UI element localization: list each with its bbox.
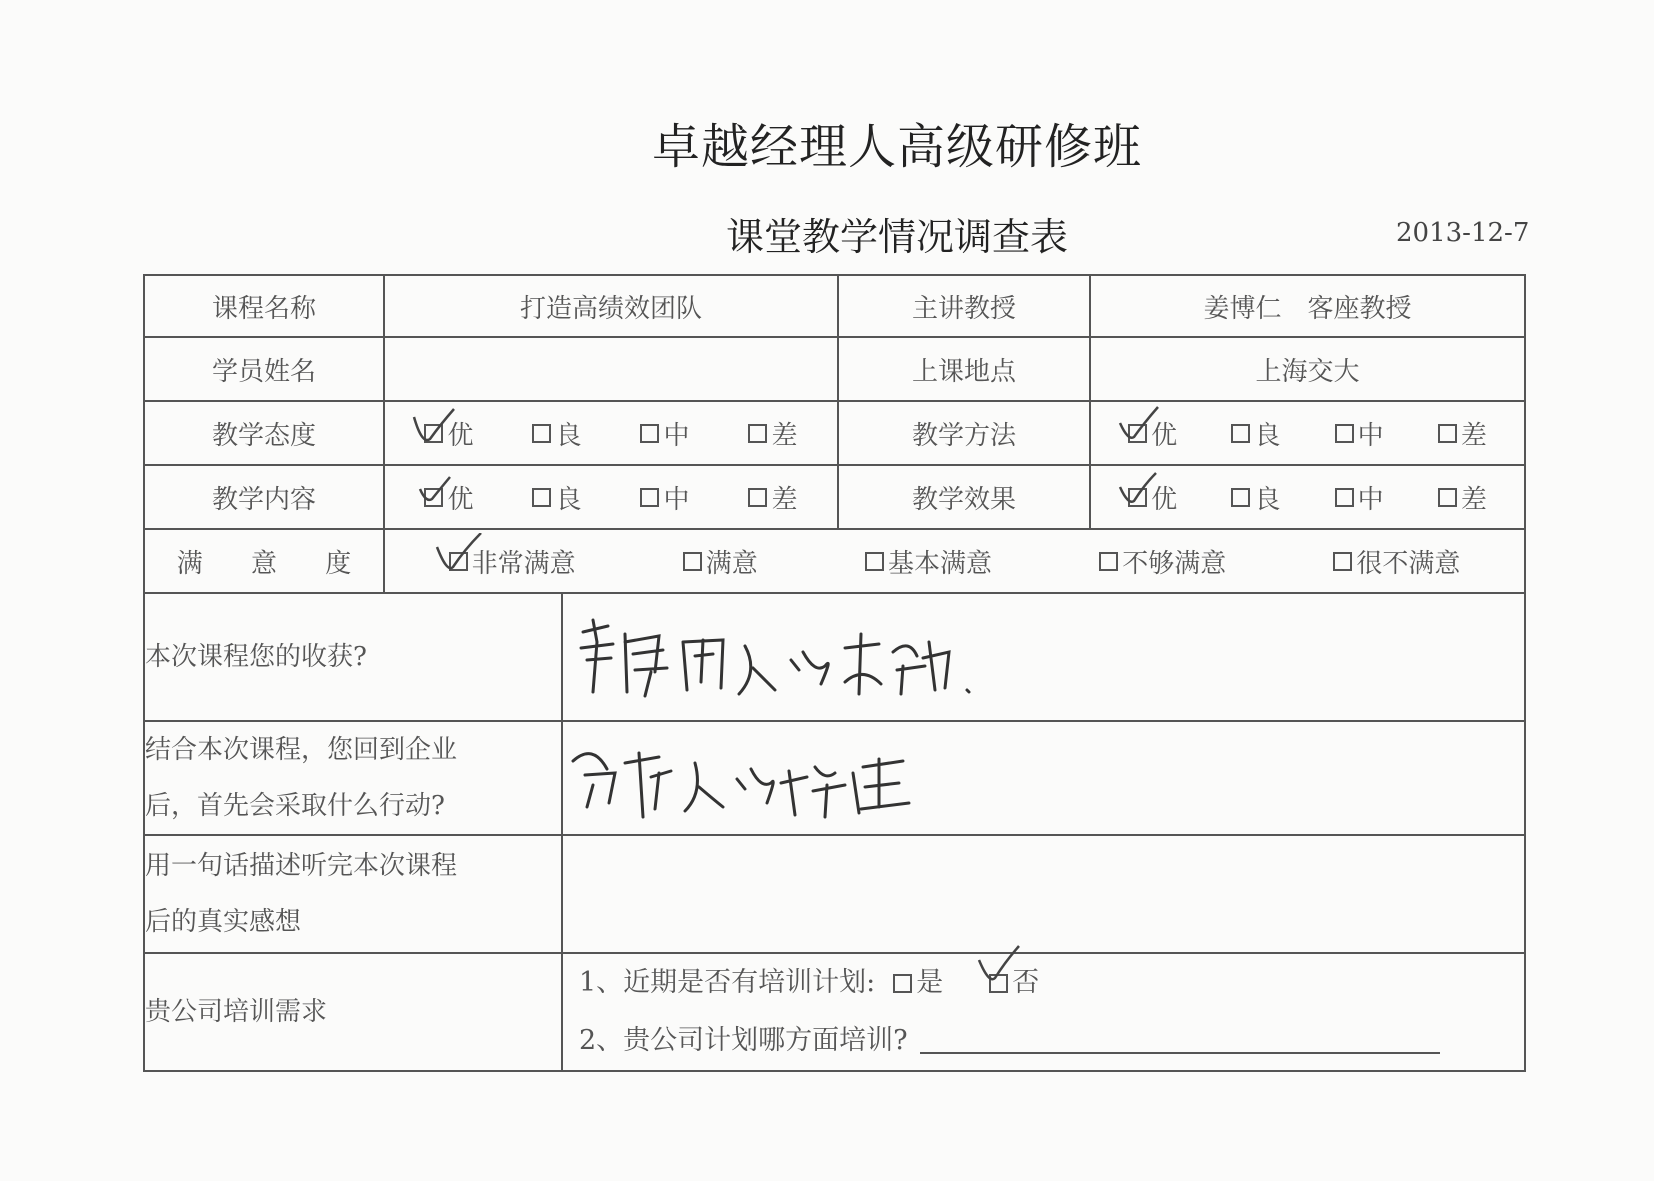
checkbox-icon: [1438, 424, 1457, 443]
training-label: 贵公司培训需求: [144, 953, 562, 1071]
row-student: [144, 337, 1525, 401]
attitude-options: [384, 401, 838, 465]
row-training: [144, 953, 1525, 1071]
training-area-question: 2、贵公司计划哪方面培训?: [563, 1012, 1524, 1070]
gain-handwriting: [563, 612, 983, 702]
checkbox-icon: [640, 488, 659, 507]
form-subtitle: 课堂教学情况调查表: [725, 215, 1068, 259]
content-option-excellent[interactable]: 优: [424, 479, 473, 516]
feeling-answer[interactable]: [562, 835, 1525, 953]
row-course: [144, 275, 1525, 337]
location-value[interactable]: 上海交大: [1090, 337, 1525, 401]
effect-option-medium[interactable]: 中: [1335, 479, 1384, 516]
method-option-medium[interactable]: 中: [1335, 415, 1384, 452]
content-option-poor[interactable]: 差: [748, 479, 797, 516]
attitude-option-good[interactable]: 良: [532, 415, 581, 452]
satisfaction-option-not-satisfied[interactable]: 不够满意: [1099, 543, 1226, 580]
course-value[interactable]: 打造高绩效团队: [384, 275, 838, 337]
attitude-option-medium[interactable]: 中: [640, 415, 689, 452]
training-plan-option-yes[interactable]: 是: [893, 954, 943, 1012]
professor-value[interactable]: 姜博仁 客座教授: [1090, 275, 1525, 337]
effect-option-poor[interactable]: 差: [1438, 479, 1487, 516]
content-label: 教学内容: [144, 465, 384, 529]
checkbox-icon: [532, 424, 551, 443]
effect-options: [1090, 465, 1525, 529]
location-label: 上课地点: [838, 337, 1090, 401]
professor-label: 主讲教授: [838, 275, 1090, 337]
row-feeling: [144, 835, 1525, 953]
training-area-input[interactable]: [920, 1028, 1440, 1054]
content-option-good[interactable]: 良: [532, 479, 581, 516]
survey-table: [143, 274, 1526, 1072]
effect-label: 教学效果: [838, 465, 1090, 529]
checkbox-icon: [865, 552, 884, 571]
checkmark-icon: [975, 944, 1023, 988]
student-label: 学员姓名: [144, 337, 384, 401]
row-attitude: [144, 401, 1525, 465]
checkbox-icon: [532, 488, 551, 507]
checkbox-icon: [893, 974, 912, 993]
gain-answer[interactable]: [562, 593, 1525, 721]
action-handwriting: [563, 733, 923, 823]
checkbox-icon: [748, 488, 767, 507]
checkbox-icon: [683, 552, 702, 571]
action-question: 结合本次课程，您回到企业 后，首先会采取什么行动?: [144, 721, 562, 835]
satisfaction-options: [384, 529, 1525, 593]
action-answer[interactable]: [562, 721, 1525, 835]
satisfaction-option-basically-satisfied[interactable]: 基本满意: [865, 543, 992, 580]
row-gain: [144, 593, 1525, 721]
content-option-medium[interactable]: 中: [640, 479, 689, 516]
gain-question: 本次课程您的收获?: [144, 593, 562, 721]
effect-option-good[interactable]: 良: [1231, 479, 1280, 516]
satisfaction-option-very-satisfied[interactable]: 非常满意: [449, 543, 576, 580]
row-content: [144, 465, 1525, 529]
checkbox-icon: [1099, 552, 1118, 571]
checkbox-icon: [1438, 488, 1457, 507]
method-option-excellent[interactable]: 优: [1128, 415, 1177, 452]
checkbox-icon: [748, 424, 767, 443]
checkmark-icon: [1114, 405, 1162, 449]
attitude-label: 教学态度: [144, 401, 384, 465]
row-action: [144, 721, 1525, 835]
checkbox-icon: [640, 424, 659, 443]
checkbox-icon: [1231, 488, 1250, 507]
checkmark-icon: [435, 533, 483, 577]
method-option-good[interactable]: 良: [1231, 415, 1280, 452]
form-date: 2013-12-7: [1396, 218, 1530, 248]
checkmark-icon: [410, 405, 458, 449]
satisfaction-label: 满 意 度: [144, 529, 384, 593]
checkbox-icon: [1333, 552, 1352, 571]
row-satisfaction: [144, 529, 1525, 593]
satisfaction-option-very-dissatisfied[interactable]: 很不满意: [1333, 543, 1460, 580]
training-plan-question: 1、近期是否有培训计划: 是 否: [563, 954, 1524, 1012]
attitude-option-excellent[interactable]: 优: [424, 415, 473, 452]
course-label: 课程名称: [144, 275, 384, 337]
attitude-option-poor[interactable]: 差: [748, 415, 797, 452]
checkmark-icon: [1114, 469, 1162, 513]
feeling-question: 用一句话描述听完本次课程 后的真实感想: [144, 835, 562, 953]
form-title: 卓越经理人高级研修班: [651, 119, 1142, 175]
method-label: 教学方法: [838, 401, 1090, 465]
training-answers: [562, 953, 1525, 1071]
checkbox-icon: [1335, 488, 1354, 507]
effect-option-excellent[interactable]: 优: [1128, 479, 1177, 516]
training-plan-option-no[interactable]: 否: [989, 954, 1039, 1012]
checkmark-icon: [410, 469, 458, 513]
method-options: [1090, 401, 1525, 465]
satisfaction-option-satisfied[interactable]: 满意: [683, 543, 758, 580]
checkbox-icon: [1231, 424, 1250, 443]
content-options: [384, 465, 838, 529]
checkbox-icon: [1335, 424, 1354, 443]
student-value[interactable]: [384, 337, 838, 401]
method-option-poor[interactable]: 差: [1438, 415, 1487, 452]
